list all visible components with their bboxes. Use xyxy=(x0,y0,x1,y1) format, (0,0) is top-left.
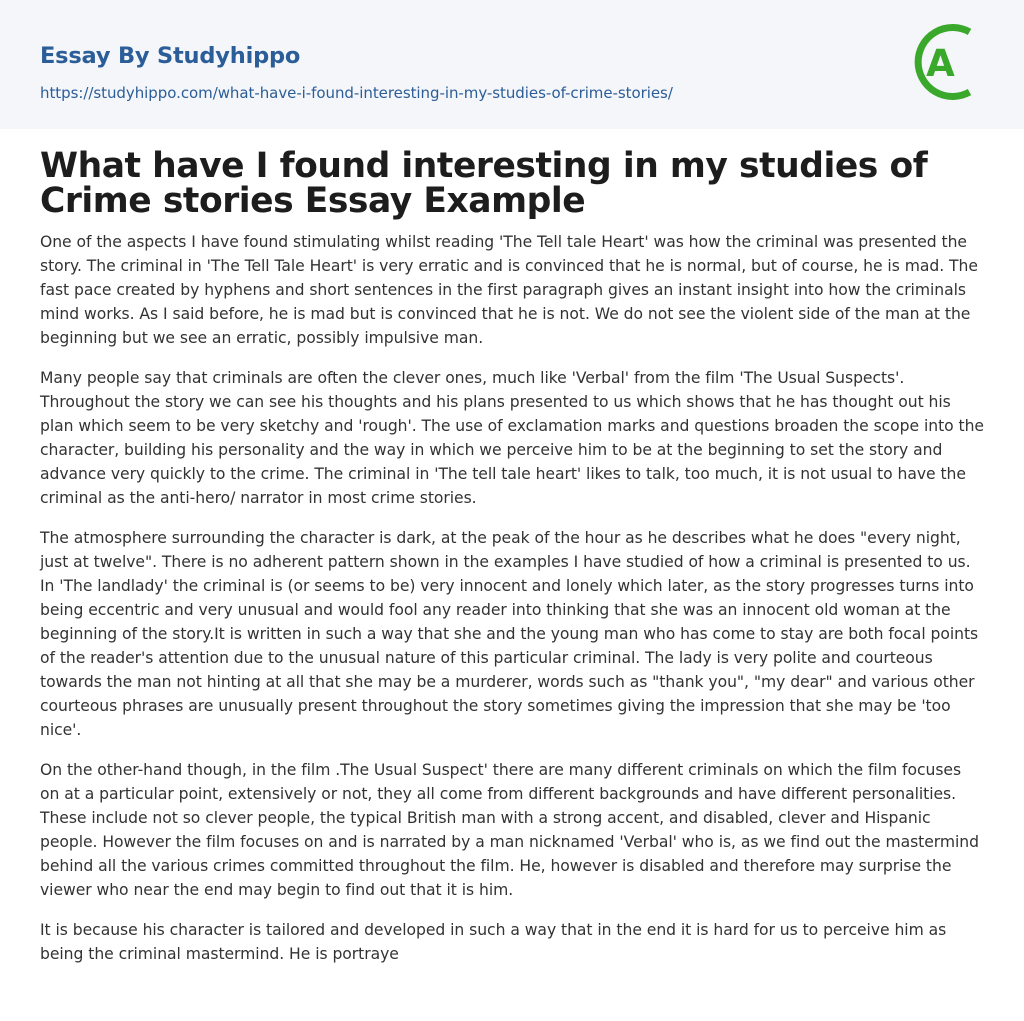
paragraph: Many people say that criminals are often the clever ones, much like 'Verbal' from the film 'The Usual Suspects'. Throughout the story we can see his thoughts and his plans presented to us which shows that he has thought out his plan which seem to be very sketchy and 'rough'. The use of exclamation marks and questions broaden the scope into the character, building his personality and the way in which we perceive him to be at the beginning to set the story and advance very quickly to the crime. The criminal in 'The tell tale heart' likes to talk, too much, it is not usual to have the criminal as the anti-hero/ narrator in most crime stories. xyxy=(40,369,984,507)
paragraph: On the other-hand though, in the film .The Usual Suspect' there are many different criminals on which the film focuses on at a particular point, extensively or not, they all come from different backgrounds and have different personalities. These include not so clever people, the typical British man with a strong accent, and disabled, clever and Hispanic people. However the film focuses on and is narrated by a man nicknamed 'Verbal' who is, as we find out the mastermind behind all the various crimes committed throughout the film. He, however is disabled and therefore may surprise the viewer who near the end may begin to find out that it is him. xyxy=(40,761,979,899)
page-title: What have I found interesting in my studies of Crime stories Essay Example xyxy=(40,146,928,221)
paragraph: The atmosphere surrounding the character is dark, at the peak of the hour as he describes what he does "every night, just at twelve". There is no adherent pattern shown in the examples I have studied of how a criminal is presented to us. In 'The landlady' the criminal is (or seems to be) very innocent and lonely which later, as the story progresses turns into being eccentric and very unusual and would fool any reader into thinking that she was an innocent old woman at the beginning of the story.It is written in such a way that she and the young man who has come to stay are both focal points of the reader's attention due to the unusual nature of this particular criminal. The lady is very polite and courteous towards the man not hinting at all that she may be a murderer, words such as "thank you", "my dear" and various other courteous phrases are unusually present throughout the story sometimes giving the impression that she may be 'too nice'. xyxy=(40,529,979,739)
article-body xyxy=(0,146,1024,966)
site-header xyxy=(0,0,1024,129)
paragraph: It is because his character is tailored and developed in such a way that in the end it is hard for us to perceive him as being the criminal mastermind. He is portraye xyxy=(40,921,947,963)
site-logo-icon[interactable] xyxy=(912,18,986,106)
logo-letter: A xyxy=(926,42,955,85)
site-brand[interactable]: Essay By Studyhippo xyxy=(40,43,301,69)
paragraph: One of the aspects I have found stimulating whilst reading 'The Tell tale Heart' was how the criminal was presented the story. The criminal in 'The Tell Tale Heart' is very erratic and is convinced that he is normal, but of course, he is mad. The fast pace created by hyphens and short sentences in the first paragraph gives an instant insight into how the criminals mind works. As I said before, he is mad but is convinced that he is not. We do not see the violent side of the man at the beginning but we see an erratic, possibly impulsive man. xyxy=(40,233,978,347)
article-url-link[interactable]: https://studyhippo.com/what-have-i-found-interesting-in-my-studies-of-crime-stories/ xyxy=(40,84,673,102)
